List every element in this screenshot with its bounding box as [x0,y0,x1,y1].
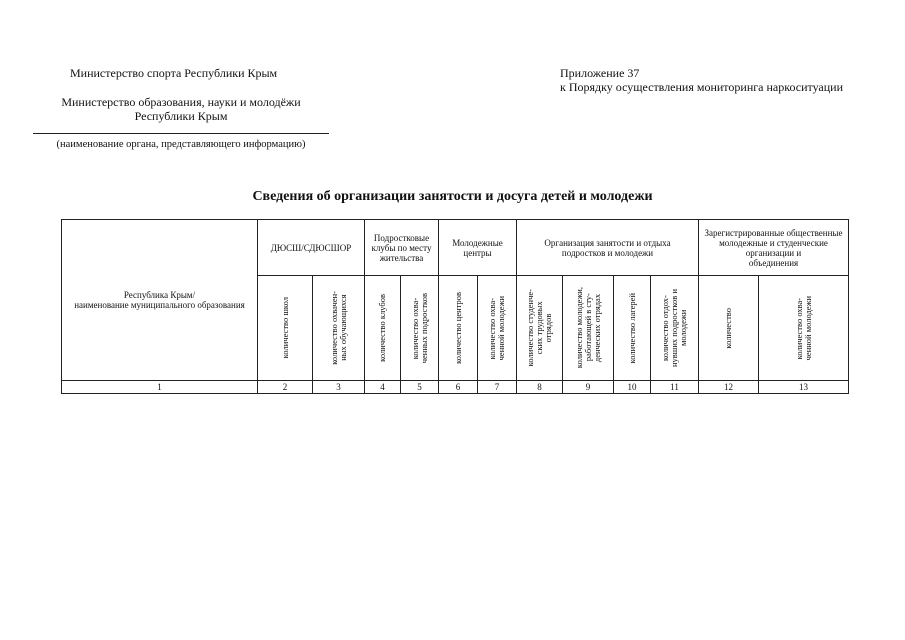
column-header: количество школ [258,276,313,381]
column-header: количество охва- ченной молодежи [478,276,517,381]
column-number: 2 [258,381,313,394]
column-header: количество клубов [365,276,401,381]
organization-name-education-line1: Министерство образования, науки и молодёжи [61,95,301,109]
column-header: количество молодежи, работающей в сту- денческих отрядах [563,276,614,381]
column-header: количество центров [439,276,478,381]
organization-name-sport: Министерство спорта Республики Крым [70,66,278,80]
column-number: 6 [439,381,478,394]
column-number: 4 [365,381,401,394]
column-header: количество охва- ченной молодежи [759,276,849,381]
group-header: Подростковые клубы по месту жительства [365,220,439,276]
column-number-row [62,381,849,394]
group-header: ДЮСШ/СДЮСШОР [258,220,365,276]
column-number: 9 [563,381,614,394]
column-header: количество лагерей [614,276,651,381]
group-header: Организация занятости и отдыха подростков и молодежи [517,220,699,276]
column-header: количество охва- ченных подростков [401,276,439,381]
column-number: 12 [699,381,759,394]
column-number: 10 [614,381,651,394]
column-header: количество отдох- нувших подростков и молодежи [651,276,699,381]
column-number: 8 [517,381,563,394]
appendix-reference: к Порядку осуществления мониторинга наркоситуации [560,80,844,94]
signature-line [33,133,329,134]
first-column-header: Республика Крым/ наименование муниципального образования [62,220,258,381]
organization-name-education-line2: Республики Крым [134,109,228,123]
monitoring-table [61,219,849,394]
organization-caption: (наименование органа, представляющего информацию) [56,139,306,150]
column-header: количество охвачен- ных обучающихся [313,276,365,381]
group-header: Молодежные центры [439,220,517,276]
column-number: 5 [401,381,439,394]
column-header: количество [699,276,759,381]
column-number: 11 [651,381,699,394]
column-number: 1 [62,381,258,394]
appendix-number: Приложение 37 [560,66,640,80]
group-header: Зарегистрированные общественные молодежные и студенческие организации и объединения [699,220,849,276]
column-number: 7 [478,381,517,394]
column-number: 13 [759,381,849,394]
table-group-header-row [62,220,849,276]
document-title: Сведения об организации занятости и досуга детей и молодежи [252,189,653,204]
column-number: 3 [313,381,365,394]
organization-name-education [52,95,310,123]
column-header: количество студенче- ских трудовых отрядов [517,276,563,381]
